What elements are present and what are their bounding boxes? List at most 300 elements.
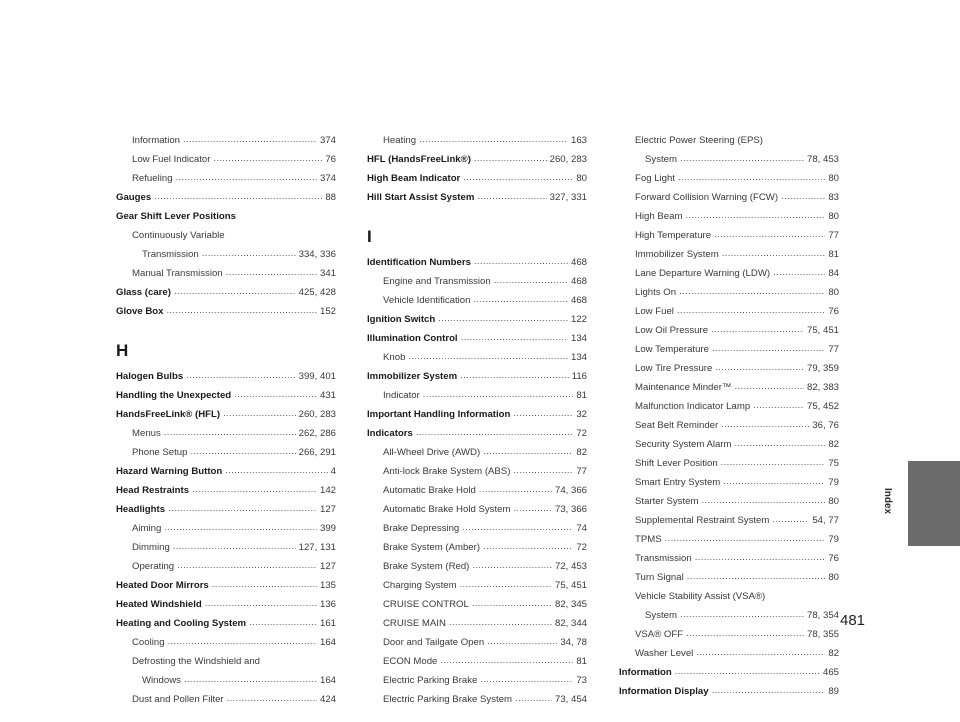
index-term: Transmission [142,249,199,260]
index-term: Supplemental Restraint System [635,515,770,526]
dot-leader [234,385,317,404]
index-page-refs[interactable]: 163 [570,135,587,146]
index-term: Operating [132,561,175,572]
dot-leader [408,347,568,366]
dot-leader [772,510,809,529]
index-page-refs[interactable]: 399 [319,523,336,534]
index-page-refs[interactable]: 161 [319,618,336,629]
index-main-entry [619,663,839,682]
dot-leader [227,689,317,708]
index-page-refs[interactable]: 74, 366 [554,485,587,496]
index-sub-entry [367,386,587,405]
index-entry-line [619,131,839,150]
index-page-refs[interactable]: 82, 383 [806,382,839,393]
index-entry-line [367,424,587,443]
index-page-refs[interactable]: 82, 344 [554,618,587,629]
index-term: VSA® OFF [635,629,684,640]
index-entry-line [619,644,839,663]
index-page-refs[interactable]: 73, 366 [554,504,587,515]
index-entry-line [367,291,587,310]
dot-leader [164,423,296,442]
index-sub-entry [619,131,839,169]
index-sub-entry [367,652,587,671]
dot-leader [192,480,317,499]
index-term: CRUISE CONTROL [383,599,469,610]
index-page-refs[interactable]: 73, 454 [554,694,587,705]
index-page-refs[interactable]: 82 [576,447,587,458]
index-tab-label: Index [882,488,893,515]
index-entry-line [367,310,587,329]
index-sub-entry [367,576,587,595]
index-sub-entry [619,359,839,378]
index-term: Charging System [383,580,457,591]
index-term: Seat Belt Reminder [635,420,719,431]
index-entry-line [367,690,587,709]
dot-leader [715,358,804,377]
index-entry-line [116,405,336,424]
dot-leader [176,168,317,187]
index-entry-line [116,652,336,671]
index-sub-entry [619,245,839,264]
index-page-refs[interactable]: 81 [576,656,587,667]
index-entry-line [116,443,336,462]
dot-leader [186,366,295,385]
index-page-refs[interactable]: 80 [828,496,839,507]
dot-leader [472,594,552,613]
dot-leader [735,434,826,453]
index-page-refs[interactable]: 136 [319,599,336,610]
index-section-letter: I [367,227,372,246]
dot-leader [665,529,826,548]
index-entry-line [619,359,839,378]
index-term: Anti-lock Brake System (ABS) [383,466,511,477]
index-sub-entry [116,264,336,283]
index-page-refs[interactable]: 80 [828,572,839,583]
dot-leader [513,499,552,518]
index-entry-line [367,131,587,150]
index-page-refs[interactable]: 79 [828,534,839,545]
index-term: Lane Departure Warning (LDW) [635,268,771,279]
index-page-refs[interactable]: 374 [319,173,336,184]
index-term: Starter System [635,496,699,507]
index-entry-line [367,443,587,462]
index-entry-line [619,226,839,245]
index-side-tab[interactable] [908,461,960,546]
index-sub-entry [619,511,839,530]
dot-leader [212,575,317,594]
index-term: Low Tire Pressure [635,363,713,374]
index-entry-line [619,511,839,530]
index-term: Maintenance Minder™ [635,382,732,393]
index-entry-line [367,614,587,633]
index-entry-line [116,633,336,652]
index-sub-entry [619,207,839,226]
index-entry-line [367,348,587,367]
index-entry-line [367,367,587,386]
index-page-refs[interactable]: 135 [319,580,336,591]
index-entry-line [367,557,587,576]
index-page-refs[interactable]: 74 [576,523,587,534]
index-page-refs[interactable]: 80 [828,211,839,222]
index-page-refs[interactable]: 77 [828,230,839,241]
index-entry-line [619,188,839,207]
index-page-refs[interactable]: 134 [570,352,587,363]
index-sub-entry [619,378,839,397]
index-main-entry [367,405,587,424]
index-page-refs[interactable]: 164 [319,675,336,686]
index-sub-entry [619,416,839,435]
index-main-entry [116,500,336,519]
index-entry-line [619,302,839,321]
index-term: HandsFreeLink® (HFL) [116,409,221,420]
index-term: Windows [142,675,181,686]
index-page-refs[interactable]: 83 [828,192,839,203]
index-term: High Beam [635,211,683,222]
index-page-refs[interactable]: 399, 401 [298,371,336,382]
index-page-refs[interactable]: 122 [570,314,587,325]
index-term: Illumination Control [367,333,458,344]
index-sub-entry [367,131,587,150]
index-page-refs[interactable]: 116 [571,371,587,382]
index-term: All-Wheel Drive (AWD) [383,447,481,458]
index-page-refs[interactable]: 77 [828,344,839,355]
index-sub-entry [367,671,587,690]
dot-leader [479,480,552,499]
index-entry-line [116,576,336,595]
index-page-refs[interactable]: 78, 453 [806,154,839,165]
index-term: Knob [383,352,406,363]
index-entry-line [116,614,336,633]
index-sub-entry [619,169,839,188]
index-term: Continuously Variable [132,230,225,241]
index-term: Electric Power Steering (EPS) [635,135,763,146]
index-page-refs[interactable]: 425, 428 [298,287,336,298]
index-sub-entry [116,652,336,690]
index-sub-entry [116,690,336,709]
index-page-refs[interactable]: 81 [828,249,839,260]
index-page-refs[interactable]: 82 [828,439,839,450]
index-entry-line [116,386,336,405]
index-entry-line [367,169,587,188]
index-page-refs[interactable]: 78, 355 [806,629,839,640]
index-page-refs[interactable]: 424 [319,694,336,705]
index-entry-line [367,462,587,481]
index-entry-line [619,283,839,302]
index-term: Security System Alarm [635,439,732,450]
index-term: Indicators [367,428,413,439]
index-page-refs[interactable]: 468 [570,276,587,287]
index-entry-line [367,188,587,207]
index-sub-entry [367,291,587,310]
dot-leader [735,377,804,396]
index-column-3 [619,131,839,701]
index-page-refs[interactable]: 127 [319,504,336,515]
index-term: Low Fuel Indicator [132,154,211,165]
index-entry-line [619,150,839,169]
index-term: Gauges [116,192,152,203]
index-entry-line [116,481,336,500]
index-entry-line [619,454,839,473]
index-term: Washer Level [635,648,694,659]
index-term: Engine and Transmission [383,276,491,287]
index-term: Dust and Pollen Filter [132,694,224,705]
index-entry-line [367,329,587,348]
dot-leader [173,537,296,556]
index-page-refs[interactable]: 260, 283 [298,409,336,420]
page-number: 481 [840,612,866,629]
index-section-letter: H [116,341,129,360]
dot-leader [190,442,295,461]
index-entry-line [619,473,839,492]
dot-leader [773,263,825,282]
index-entry-line [367,576,587,595]
index-page-refs[interactable]: 4 [330,466,336,477]
index-term: Heating [383,135,417,146]
index-page-refs[interactable]: 73 [576,675,587,686]
index-entry-line [619,435,839,454]
index-page-refs[interactable]: 75, 451 [806,325,839,336]
index-entry-line [116,519,336,538]
index-term: Immobilizer System [367,371,458,382]
index-term: System [645,610,677,621]
dot-leader [721,453,826,472]
index-page-refs[interactable]: 77 [576,466,587,477]
dot-leader [438,309,568,328]
index-term: ECON Mode [383,656,438,667]
dot-leader [722,244,826,263]
index-page-refs[interactable]: 431 [319,390,336,401]
index-main-entry [367,367,587,386]
dot-leader [483,537,573,556]
dot-leader [474,149,547,168]
index-sub-entry [619,435,839,454]
dot-leader [678,168,825,187]
index-entry-line [116,188,336,207]
index-main-entry [116,367,336,386]
index-main-entry [367,188,587,207]
dot-leader [462,518,573,537]
index-entry-line [367,150,587,169]
index-main-entry [367,169,587,188]
index-page-refs[interactable]: 266, 291 [298,447,336,458]
index-entry-line [619,568,839,587]
index-main-entry [116,481,336,500]
index-page-refs[interactable]: 327, 331 [549,192,587,203]
index-entry-line [367,253,587,272]
index-page-refs[interactable]: 468 [570,257,587,268]
dot-leader [712,339,825,358]
index-main-entry [116,386,336,405]
index-entry-line [367,595,587,614]
index-page-refs[interactable]: 80 [576,173,587,184]
index-entry-line [367,481,587,500]
index-page-refs[interactable]: 72 [576,542,587,553]
index-main-entry [116,405,336,424]
index-sub-entry [619,302,839,321]
index-sub-entry [619,625,839,644]
index-term: Automatic Brake Hold System [383,504,511,515]
index-term: Identification Numbers [367,257,471,268]
index-page-refs[interactable]: 34, 78 [560,637,587,648]
index-page-refs[interactable]: 127 [319,561,336,572]
index-term: Refueling [132,173,173,184]
index-term: Low Temperature [635,344,709,355]
index-entry-line [619,340,839,359]
dot-leader [494,271,568,290]
index-main-entry [367,150,587,169]
index-sub-entry [116,557,336,576]
index-term: Phone Setup [132,447,188,458]
dot-leader [174,282,296,301]
index-term: Fog Light [635,173,676,184]
index-entry-line [116,131,336,150]
dot-leader [168,499,317,518]
index-page-refs[interactable]: 76 [828,306,839,317]
index-term: Important Handling Information [367,409,511,420]
index-page-refs[interactable]: 80 [828,173,839,184]
dot-leader [423,385,574,404]
dot-leader [419,130,568,149]
index-entry-line [619,530,839,549]
index-entry-line [619,169,839,188]
dot-leader [685,206,825,225]
index-entry-line [619,378,839,397]
index-term: Low Fuel [635,306,674,317]
index-page-refs[interactable]: 334, 336 [298,249,336,260]
index-sub-entry [619,188,839,207]
index-main-entry [116,207,336,226]
index-sub-entry [367,557,587,576]
index-page-refs[interactable]: 80 [828,287,839,298]
index-entry-line [619,606,839,625]
index-entry-line [619,587,839,606]
dot-leader [695,548,826,567]
index-page-refs[interactable]: 142 [319,485,336,496]
dot-leader [154,187,322,206]
index-entry-line [116,500,336,519]
index-sub-entry [619,568,839,587]
index-sub-entry [619,587,839,625]
index-sub-entry [619,644,839,663]
index-term: Brake Depressing [383,523,460,534]
index-page-refs[interactable]: 75, 452 [806,401,839,412]
index-main-entry [116,576,336,595]
index-page-refs[interactable]: 82 [828,648,839,659]
index-entry-line [367,500,587,519]
index-sub-entry [367,595,587,614]
index-page-refs[interactable]: 79, 359 [806,363,839,374]
index-term: High Temperature [635,230,712,241]
index-term: Smart Entry System [635,477,721,488]
index-page-refs[interactable]: 78, 354 [806,610,839,621]
dot-leader [164,518,317,537]
index-page-refs[interactable]: 76 [325,154,336,165]
index-page-refs[interactable]: 32 [576,409,587,420]
index-page-refs[interactable]: 75, 451 [554,580,587,591]
index-page-refs[interactable]: 36, 76 [812,420,839,431]
index-entry-line [116,169,336,188]
index-sub-entry [116,169,336,188]
index-sub-entry [367,690,587,709]
dot-leader [477,187,546,206]
index-page-refs[interactable]: 465 [822,667,839,678]
index-entry-line [619,397,839,416]
index-entry-line [367,652,587,671]
index-term: Information [619,667,672,678]
dot-leader [483,442,573,461]
dot-leader [183,130,317,149]
index-page-refs[interactable]: 468 [570,295,587,306]
index-entry-line [619,492,839,511]
index-main-entry [367,424,587,443]
index-term: Immobilizer System [635,249,719,260]
index-page-refs[interactable]: 75 [828,458,839,469]
index-page-refs[interactable]: 81 [576,390,587,401]
index-page-refs[interactable]: 72, 453 [554,561,587,572]
index-entry-line [116,226,336,245]
index-sub-entry [367,462,587,481]
index-entry-line [116,245,336,264]
dot-leader [753,396,804,415]
index-page-refs[interactable]: 262, 286 [298,428,336,439]
index-sub-entry [367,348,587,367]
index-sub-entry [619,340,839,359]
index-entry-line [367,272,587,291]
index-term: Gear Shift Lever Positions [116,211,236,222]
dot-leader [712,681,826,700]
index-page-refs[interactable]: 341 [319,268,336,279]
index-page-refs[interactable]: 79 [828,477,839,488]
dot-leader [473,290,568,309]
index-page-refs[interactable]: 374 [319,135,336,146]
index-page-refs[interactable]: 260, 283 [549,154,587,165]
index-page-refs[interactable]: 127, 131 [298,542,336,553]
index-sub-entry [367,519,587,538]
dot-leader [249,613,317,632]
index-page-refs[interactable]: 88 [325,192,336,203]
index-term: Indicator [383,390,420,401]
index-term: Glass (care) [116,287,171,298]
index-entry-line [116,150,336,169]
index-term: High Beam Indicator [367,173,461,184]
dot-leader [416,423,573,442]
index-term: Forward Collision Warning (FCW) [635,192,779,203]
dot-leader [711,320,804,339]
index-term: Shift Lever Position [635,458,718,469]
index-main-entry [367,310,587,329]
index-page-refs[interactable]: 152 [319,306,336,317]
dot-leader [723,472,825,491]
index-term: Menus [132,428,161,439]
index-entry-line [116,302,336,321]
index-page-refs[interactable]: 54, 77 [812,515,839,526]
index-entry-line [619,321,839,340]
index-sub-entry [116,538,336,557]
index-page-refs[interactable]: 72 [576,428,587,439]
index-entry-line [116,690,336,709]
index-page-refs[interactable]: 82, 345 [554,599,587,610]
dot-leader [168,632,317,651]
index-entry-line [116,595,336,614]
index-page-refs[interactable]: 134 [570,333,587,344]
index-page-refs[interactable]: 76 [828,553,839,564]
dot-leader [184,670,317,689]
index-sub-entry [619,226,839,245]
index-page-refs[interactable]: 89 [828,686,839,697]
index-page-refs[interactable]: 164 [319,637,336,648]
index-page-refs[interactable]: 84 [828,268,839,279]
index-term: Cooling [132,637,165,648]
